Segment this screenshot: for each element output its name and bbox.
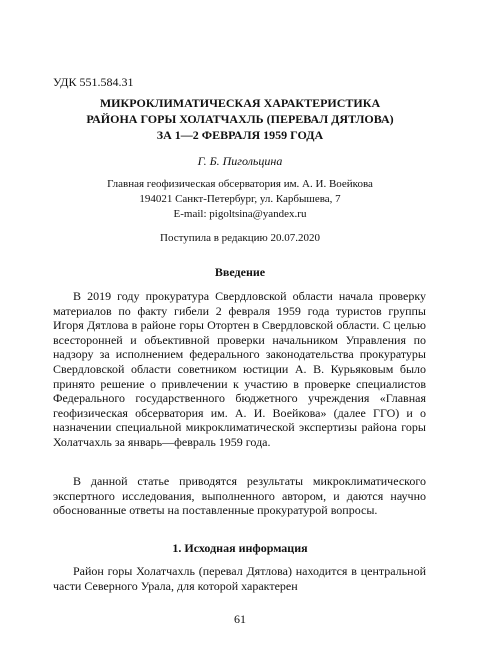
received-date: Поступила в редакцию 20.07.2020 xyxy=(160,232,320,244)
affiliation-line-2: 194021 Санкт-Петербург, ул. Карбышева, 7 xyxy=(139,193,341,205)
affiliation-line-1: Главная геофизическая обсерватория им. А. И. Воейкова xyxy=(107,178,373,190)
udk-code: УДК 551.584.31 xyxy=(53,75,134,89)
introduction-paragraph-2: В данной статье приводятся результаты микроклиматического экспертного исследования, выполненного автором, и даются научно обоснованные ответы на поставленные прокуратурой вопросы. xyxy=(53,474,426,518)
title-line-1: МИКРОКЛИМАТИЧЕСКАЯ ХАРАКТЕРИСТИКА xyxy=(99,96,381,110)
title-line-2: РАЙОНА ГОРЫ ХОЛАТЧАХЛЬ (ПЕРЕВАЛ ДЯТЛОВА) xyxy=(86,112,394,126)
affiliation-email: E-mail: pigoltsina@yandex.ru xyxy=(173,208,307,220)
section-1-paragraph-1: Район горы Холатчахль (перевал Дятлова) находится в центральной части Северного Урала, для которой характерен xyxy=(53,564,426,593)
title-line-3: ЗА 1—2 ФЕВРАЛЯ 1959 ГОДА xyxy=(156,128,324,142)
introduction-heading: Введение xyxy=(214,265,266,279)
page-number: 61 xyxy=(234,612,246,626)
introduction-paragraph-1: В 2019 году прокуратура Свердловской области начала проверку материалов по факту гибели 2 февраля 1959 года туристов группы Игоря Дятлова в районе горы Отортен в Свердловской области. С целью всесторонней и объективной проверки начальником Управления по надзору за исполнением федерального законодательства прокуратуры Свердловской области советником юстиции А. В. Курьяковым было принято решение о привлечении к участию в проверке специалистов Федерального государственного бюджетного учреждения «Главная геофизическая обсерватория им. А. И. Воейкова» (далее ГГО) и о назначении специальной микроклиматической экспертизы района горы Холатчахль за январь—февраль 1959 года. xyxy=(53,289,426,449)
author-name: Г. Б. Пигольцина xyxy=(197,154,283,168)
section-1-heading: 1. Исходная информация xyxy=(172,541,308,555)
